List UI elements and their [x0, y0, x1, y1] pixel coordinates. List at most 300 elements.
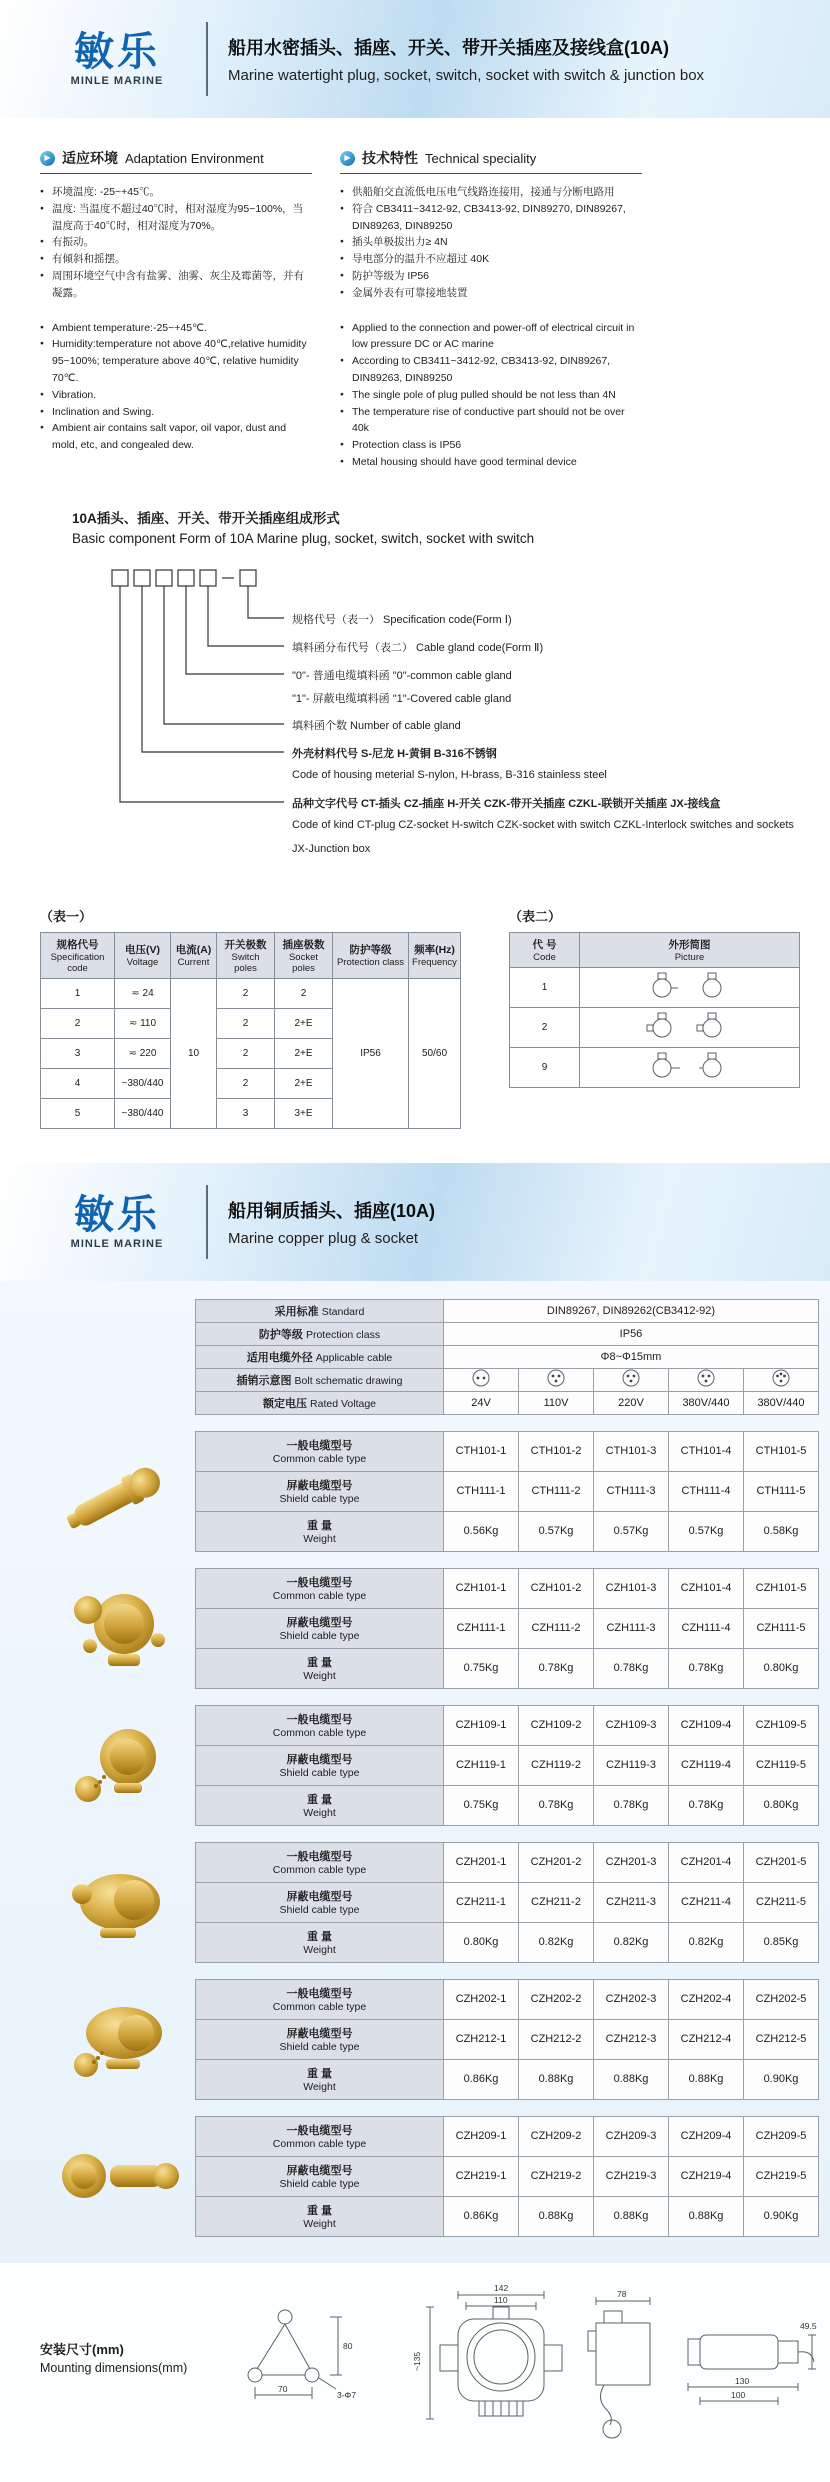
col-header-en: Picture — [674, 951, 705, 963]
list-item: ● 插头单极拔出力≥ 4N — [340, 234, 642, 251]
table-row — [510, 1047, 800, 1087]
cell: ~380/440 — [115, 1098, 171, 1128]
row-label-en: Rated Voltage — [310, 1397, 377, 1410]
model-cell: CZH209-2 — [519, 2116, 594, 2156]
adaptation-list-cn — [40, 184, 312, 302]
row-label-en: Common cable type — [272, 1453, 367, 1466]
model-cell: CZH109-3 — [594, 1705, 669, 1745]
model-cell: CTH101-2 — [519, 1431, 594, 1471]
pin-diagram-icon — [772, 1369, 790, 1387]
model-cell: CZH201-3 — [594, 1842, 669, 1882]
table-header-row — [41, 932, 461, 978]
model-cell: CZH119-1 — [444, 1745, 519, 1785]
row-label-en: Weight — [303, 1670, 336, 1683]
pin-diagram-cell — [669, 1368, 744, 1391]
diagram-label: 品种文字代号 CT-插头 CZ-插座 H-开关 CZK-带开关插座 CZKL-联锁开关插座 JX-接线盒 — [292, 797, 721, 810]
row-label-en: Shield cable type — [279, 1767, 360, 1780]
brass-socket-photo — [48, 1854, 188, 1950]
product-table — [195, 1568, 819, 1689]
row-label-cn: 一般电缆型号 — [286, 1714, 353, 1727]
table-row — [196, 1391, 819, 1414]
row-label — [196, 2196, 444, 2236]
form2-table — [509, 932, 800, 1088]
header-divider — [206, 22, 208, 96]
product-table — [195, 1431, 819, 1552]
model-cell: CZH219-1 — [444, 2156, 519, 2196]
row-label — [196, 1368, 444, 1391]
table-row — [196, 2116, 819, 2156]
col-header-en: Specification code — [50, 951, 105, 974]
list-item: ● According to CB3411~3412-92, CB3413-92, DIN89267, DIN89263, DIN89250 — [340, 353, 642, 387]
cell: 2 — [217, 1068, 275, 1098]
row-label-cn: 屏蔽电缆型号 — [286, 2028, 353, 2041]
row-label — [196, 1471, 444, 1511]
product-block — [40, 1568, 825, 1689]
row-label — [196, 1979, 444, 2019]
row-label-en: Common cable type — [272, 1590, 367, 1603]
col-header-cn: 代 号 — [532, 938, 557, 951]
model-cell: CTH111-1 — [444, 1471, 519, 1511]
row-label-cn: 插销示意图 — [236, 1374, 292, 1387]
form1-table — [40, 932, 461, 1129]
cell: ~380/440 — [115, 1068, 171, 1098]
row-label — [196, 1705, 444, 1745]
specs-columns — [0, 118, 830, 477]
forms-section — [0, 880, 830, 1163]
product-photo — [40, 1717, 195, 1813]
plug-outline-icon — [644, 971, 736, 1001]
pin-diagram-cell — [594, 1368, 669, 1391]
row-label-en: Common cable type — [272, 1727, 367, 1740]
technical-section — [340, 148, 642, 471]
technical-list-en — [340, 320, 642, 471]
product-photo — [40, 1991, 195, 2087]
row-label — [196, 2059, 444, 2099]
diagram-label: Code of kind CT-plug CZ-socket H-switch CZK-socket with switch CZKL-Interlock switches and sockets — [292, 818, 794, 831]
cell: 4 — [41, 1068, 115, 1098]
cell: 2+E — [275, 1068, 333, 1098]
model-cell: CZH219-4 — [669, 2156, 744, 2196]
row-label-cn: 重 量 — [306, 1657, 333, 1670]
row-label-en: Weight — [303, 2081, 336, 2094]
cell: 2+E — [275, 1038, 333, 1068]
model-cell: CTH101-1 — [444, 1431, 519, 1471]
section-title-cn: 船用铜质插头、插座(10A) — [228, 1200, 436, 1221]
dim-label: 49.5 — [800, 2320, 817, 2331]
row-label — [196, 1322, 444, 1345]
row-label — [196, 2156, 444, 2196]
diagram-label: "1"- 屏蔽电缆填料函 "1"-Covered cable gland — [292, 692, 512, 705]
cell-current: 10 — [171, 978, 217, 1128]
plug-outline-icon — [644, 1051, 736, 1081]
weight-cell: 0.80Kg — [744, 1648, 819, 1688]
product-block — [40, 1431, 825, 1552]
cell: 2 — [41, 1008, 115, 1038]
weight-cell: 0.88Kg — [669, 2196, 744, 2236]
weight-cell: 0.75Kg — [444, 1648, 519, 1688]
weight-cell: 0.58Kg — [744, 1511, 819, 1551]
table-row — [510, 1007, 800, 1047]
table-row — [196, 2196, 819, 2236]
pin-diagram-cell — [744, 1368, 819, 1391]
col-header-en: Code — [533, 951, 556, 963]
row-label — [196, 1842, 444, 1882]
col-header-cn: 防护等级 — [349, 944, 392, 957]
page-header-2 — [0, 1163, 830, 1281]
technical-heading-cn: 技术特性 — [362, 150, 418, 166]
socket-front-drawing — [426, 2291, 562, 2419]
brand-logo-cn: 敏乐 — [74, 30, 160, 74]
weight-cell: 0.88Kg — [519, 2059, 594, 2099]
row-label-cn: 重 量 — [306, 1520, 333, 1533]
col-header-en: Socket poles — [288, 951, 319, 974]
col-header-cn: 插座极数 — [282, 938, 325, 951]
row-label-en: Bolt schematic drawing — [294, 1374, 403, 1387]
model-cell: CZH209-1 — [444, 2116, 519, 2156]
list-item: ● Humidity:temperature not above 40℃,relative humidity 95~100%; temperature above 40℃, relative humidity 70℃. — [40, 336, 312, 386]
model-cell: CZH109-1 — [444, 1705, 519, 1745]
list-item: ● Ambient air contains salt vapor, oil vapor, dust and mold, etc, and congealed dew. — [40, 420, 312, 454]
cell-protection: IP56 — [333, 978, 409, 1128]
row-label-cn: 额定电压 — [262, 1397, 307, 1410]
cell: 3+E — [275, 1098, 333, 1128]
voltage-col: 24V — [444, 1391, 519, 1414]
list-item: ● Applied to the connection and power-off of electrical circuit in low pressure DC or AC marine — [340, 320, 642, 354]
pin-diagram-icon — [472, 1369, 490, 1387]
table-row — [196, 1368, 819, 1391]
model-cell: CZH109-5 — [744, 1705, 819, 1745]
table-row — [196, 1511, 819, 1551]
voltage-col: 110V — [519, 1391, 594, 1414]
row-label — [196, 1511, 444, 1551]
row-label-en: Common cable type — [272, 2138, 367, 2151]
table-row — [196, 1882, 819, 1922]
cell: 2 — [217, 1008, 275, 1038]
component-form-title-cn: 10A插头、插座、开关、带开关插座组成形式 — [72, 510, 340, 526]
voltage-col: 380V/440 — [669, 1391, 744, 1414]
technical-heading-en: Technical speciality — [425, 150, 537, 166]
row-label-en: Common cable type — [272, 1864, 367, 1877]
model-cell: CZH219-3 — [594, 2156, 669, 2196]
header-divider — [206, 1185, 208, 1259]
brand-logo — [52, 1194, 182, 1250]
list-item: ● 有倾斜和摇摆。 — [40, 251, 312, 268]
table-row — [196, 2019, 819, 2059]
model-cell: CZH101-3 — [594, 1568, 669, 1608]
col-header-en: Protection class — [336, 957, 405, 969]
product-table — [195, 1979, 819, 2100]
diagram-label: 外壳材料代号 S-尼龙 H-黄铜 B-316不锈钢 — [292, 747, 497, 760]
col-header-en: Switch poles — [231, 951, 260, 974]
brass-plug-socket-pair-photo — [48, 2131, 188, 2221]
model-cell: CZH111-1 — [444, 1608, 519, 1648]
row-label-cn: 一般电缆型号 — [286, 1988, 353, 2001]
table-row — [510, 967, 800, 1007]
row-label — [196, 1299, 444, 1322]
row-label-cn: 屏蔽电缆型号 — [286, 1754, 353, 1767]
row-label — [196, 1922, 444, 1962]
weight-cell: 0.82Kg — [594, 1922, 669, 1962]
diagram-label: 填料函个数 Number of cable gland — [292, 719, 461, 732]
product-block — [40, 1979, 825, 2100]
row-label-en: Applicable cable — [315, 1351, 393, 1364]
page-title-en: Marine watertight plug, socket, switch, socket with switch & junction box — [228, 67, 705, 84]
brass-socket-chain-photo — [48, 1991, 188, 2087]
play-circle-icon: ▶ — [340, 151, 355, 166]
diagram-label: Code of housing meterial S-nylon, H-brass, B-316 stainless steel — [292, 768, 607, 781]
mounting-section — [0, 2263, 830, 2482]
model-cell: CTH111-4 — [669, 1471, 744, 1511]
row-label-en: Weight — [303, 1944, 336, 1957]
cell-code: 9 — [510, 1047, 580, 1087]
brand-logo — [52, 31, 182, 87]
row-label — [196, 2116, 444, 2156]
weight-cell: 0.57Kg — [519, 1511, 594, 1551]
technical-heading — [340, 148, 642, 174]
row-label-cn: 重 量 — [306, 1794, 333, 1807]
product-block — [40, 1705, 825, 1826]
model-cell: CZH201-2 — [519, 1842, 594, 1882]
model-cell: CZH211-2 — [519, 1882, 594, 1922]
table-row — [196, 2059, 819, 2099]
weight-cell: 0.82Kg — [519, 1922, 594, 1962]
model-cell: CZH212-5 — [744, 2019, 819, 2059]
model-cell: CZH119-2 — [519, 1745, 594, 1785]
form2-caption: （表二） — [509, 908, 562, 924]
form2-wrap — [509, 906, 800, 1088]
page-title-cn: 船用水密插头、插座、开关、带开关插座及接线盒(10A) — [228, 38, 670, 58]
table-row — [196, 1299, 819, 1322]
weight-cell: 0.85Kg — [744, 1922, 819, 1962]
list-item: ● 符合 CB3411~3412-92, CB3413-92, DIN89270, DIN89267, DIN89263, DIN89250 — [340, 201, 642, 235]
product-section — [0, 1281, 830, 2263]
table-row — [196, 1322, 819, 1345]
row-label-en: Standard — [321, 1305, 365, 1318]
model-cell: CZH212-2 — [519, 2019, 594, 2059]
model-cell: CZH202-4 — [669, 1979, 744, 2019]
cell-picture — [580, 1007, 800, 1047]
row-label-cn: 屏蔽电缆型号 — [286, 1891, 353, 1904]
row-label-en: Shield cable type — [279, 1493, 360, 1506]
row-label — [196, 1882, 444, 1922]
dim-label: 80 — [343, 2340, 353, 2351]
cell: 1 — [41, 978, 115, 1008]
col-header-cn: 电压(V) — [125, 944, 160, 957]
plug-side-drawing — [688, 2335, 816, 2405]
model-cell: CZH202-3 — [594, 1979, 669, 2019]
model-cell: CZH201-4 — [669, 1842, 744, 1882]
model-cell: CZH211-1 — [444, 1882, 519, 1922]
adaptation-heading-en: Adaptation Environment — [125, 150, 264, 166]
model-cell: CZH101-5 — [744, 1568, 819, 1608]
model-cell: CTH111-3 — [594, 1471, 669, 1511]
table-row — [41, 978, 461, 1008]
cell: 2 — [217, 1038, 275, 1068]
diagram-label: JX-Junction box — [292, 842, 371, 855]
socket-side-drawing — [588, 2297, 650, 2438]
mounting-title-en: Mounting dimensions(mm) — [40, 2360, 188, 2375]
row-label-en: Weight — [303, 2218, 336, 2231]
adaptation-heading — [40, 148, 312, 174]
table-row — [196, 1842, 819, 1882]
col-header-en: Voltage — [126, 957, 159, 969]
table-row — [196, 1648, 819, 1688]
dim-label: 110 — [494, 2294, 508, 2305]
standards-table-wrap — [195, 1299, 825, 1415]
model-cell: CZH101-1 — [444, 1568, 519, 1608]
row-label-cn: 重 量 — [306, 2205, 333, 2218]
model-cell: CZH211-4 — [669, 1882, 744, 1922]
component-form-title-en: Basic component Form of 10A Marine plug, socket, switch, socket with switch — [72, 530, 535, 546]
model-cell: CZH209-3 — [594, 2116, 669, 2156]
row-label-cn: 重 量 — [306, 2068, 333, 2081]
weight-cell: 0.90Kg — [744, 2059, 819, 2099]
cell-picture — [580, 1047, 800, 1087]
cell: 3 — [217, 1098, 275, 1128]
model-cell: CZH202-2 — [519, 1979, 594, 2019]
weight-cell: 0.78Kg — [519, 1648, 594, 1688]
row-label — [196, 1431, 444, 1471]
model-cell: CZH209-5 — [744, 2116, 819, 2156]
play-circle-icon: ▶ — [40, 151, 55, 166]
model-cell: CZH211-3 — [594, 1882, 669, 1922]
model-cell: CZH212-4 — [669, 2019, 744, 2059]
brass-plug-photo — [48, 1446, 188, 1536]
col-header-en: Frequency — [412, 957, 457, 969]
model-cell: CZH101-2 — [519, 1568, 594, 1608]
adaptation-heading-cn: 适应环境 — [62, 150, 118, 166]
list-item: ● 金属外表有可靠接地装置 — [340, 285, 642, 302]
model-cell: CZH209-4 — [669, 2116, 744, 2156]
voltage-col: 220V — [594, 1391, 669, 1414]
row-label — [196, 1745, 444, 1785]
model-cell: CZH201-5 — [744, 1842, 819, 1882]
standard-value: DIN89267, DIN89262(CB3412-92) — [444, 1299, 819, 1322]
model-cell: CZH111-2 — [519, 1608, 594, 1648]
list-item: ● 防护等级为 IP56 — [340, 268, 642, 285]
cell: 2 — [275, 978, 333, 1008]
pin-diagram-cell — [519, 1368, 594, 1391]
model-cell: CZH119-5 — [744, 1745, 819, 1785]
model-cell: CTH101-4 — [669, 1431, 744, 1471]
row-label — [196, 1785, 444, 1825]
list-item: ● The single pole of plug pulled should be not less than 4N — [340, 387, 642, 404]
brass-socket-chain-photo — [48, 1717, 188, 1813]
mounting-title — [40, 2279, 200, 2375]
weight-cell: 0.88Kg — [594, 2196, 669, 2236]
weight-cell: 0.80Kg — [744, 1785, 819, 1825]
pin-diagram-icon — [547, 1369, 565, 1387]
hole-pattern-drawing — [248, 2310, 342, 2399]
plug-outline-icon — [644, 1011, 736, 1041]
dim-label: 130 — [735, 2375, 750, 2386]
form1-wrap — [40, 906, 461, 1129]
table-row — [196, 2156, 819, 2196]
model-cell: CTH101-3 — [594, 1431, 669, 1471]
adaptation-section — [40, 148, 312, 471]
product-photo — [40, 1854, 195, 1950]
table-row — [196, 1471, 819, 1511]
table-row — [196, 1345, 819, 1368]
product-photo — [40, 1446, 195, 1536]
model-cell: CTH111-5 — [744, 1471, 819, 1511]
weight-cell: 0.57Kg — [669, 1511, 744, 1551]
header-titles — [228, 1197, 435, 1247]
table-row — [196, 1922, 819, 1962]
model-cell: CZH111-3 — [594, 1608, 669, 1648]
row-label-en: Shield cable type — [279, 1630, 360, 1643]
row-label — [196, 1648, 444, 1688]
weight-cell: 0.78Kg — [519, 1785, 594, 1825]
row-label-en: Weight — [303, 1807, 336, 1820]
row-label-en: Protection class — [305, 1328, 381, 1341]
brand-logo-en: MINLE MARINE — [70, 1237, 164, 1250]
model-cell: CZH201-1 — [444, 1842, 519, 1882]
cell: 5 — [41, 1098, 115, 1128]
model-cell: CTH101-5 — [744, 1431, 819, 1471]
row-label-cn: 重 量 — [306, 1931, 333, 1944]
list-item: ● Vibration. — [40, 387, 312, 404]
dim-label: 70 — [278, 2383, 288, 2394]
pin-diagram-icon — [697, 1369, 715, 1387]
dim-label: 78 — [617, 2288, 627, 2299]
model-cell: CZH119-4 — [669, 1745, 744, 1785]
diagram-label: 填料函分布代号（表二） Cable gland code(Form Ⅱ) — [292, 641, 544, 654]
weight-cell: 0.80Kg — [444, 1922, 519, 1962]
diagram-label: 规格代号（表一） Specification code(Form Ⅰ) — [292, 613, 512, 626]
technical-list-cn — [340, 184, 642, 302]
model-cell: CZH212-3 — [594, 2019, 669, 2059]
model-cell: CZH202-1 — [444, 1979, 519, 2019]
row-label-en: Shield cable type — [279, 2178, 360, 2191]
col-header-cn: 开关极数 — [224, 938, 267, 951]
row-label — [196, 1608, 444, 1648]
mounting-title-cn: 安装尺寸(mm) — [40, 2341, 124, 2357]
weight-cell: 0.88Kg — [519, 2196, 594, 2236]
weight-cell: 0.57Kg — [594, 1511, 669, 1551]
list-item: ● 环境温度: -25~+45℃。 — [40, 184, 312, 201]
product-block — [40, 1842, 825, 1963]
row-label-cn: 采用标准 — [274, 1305, 319, 1318]
dim-label: 100 — [731, 2389, 746, 2400]
list-item: ● Inclination and Swing. — [40, 404, 312, 421]
row-label-en: Weight — [303, 1533, 336, 1546]
list-item: ● Metal housing should have good terminal device — [340, 454, 642, 471]
protection-value: IP56 — [444, 1322, 819, 1345]
cable-value: Φ8~Φ15mm — [444, 1345, 819, 1368]
component-form-section — [0, 477, 830, 880]
cell-code: 1 — [510, 967, 580, 1007]
mounting-drawings — [200, 2279, 820, 2454]
brass-socket-photo — [48, 1580, 188, 1676]
weight-cell: 0.56Kg — [444, 1511, 519, 1551]
weight-cell: 0.75Kg — [444, 1785, 519, 1825]
cell: ≂ 110 — [115, 1008, 171, 1038]
cell: ≂ 220 — [115, 1038, 171, 1068]
list-item: ● Protection class is IP56 — [340, 437, 642, 454]
weight-cell: 0.82Kg — [669, 1922, 744, 1962]
row-label-cn: 防护等级 — [258, 1328, 303, 1341]
list-item: ● Ambient temperature:-25~+45℃. — [40, 320, 312, 337]
row-label-cn: 适用电缆外径 — [246, 1351, 313, 1364]
dim-label: 3-Φ7 — [337, 2389, 357, 2400]
product-table — [195, 1705, 819, 1826]
table-row — [196, 1568, 819, 1608]
row-label-cn: 屏蔽电缆型号 — [286, 1480, 353, 1493]
adaptation-list-en — [40, 320, 312, 454]
diagram-label: "0"- 普通电缆填料函 "0"-common cable gland — [292, 669, 512, 682]
row-label — [196, 1345, 444, 1368]
